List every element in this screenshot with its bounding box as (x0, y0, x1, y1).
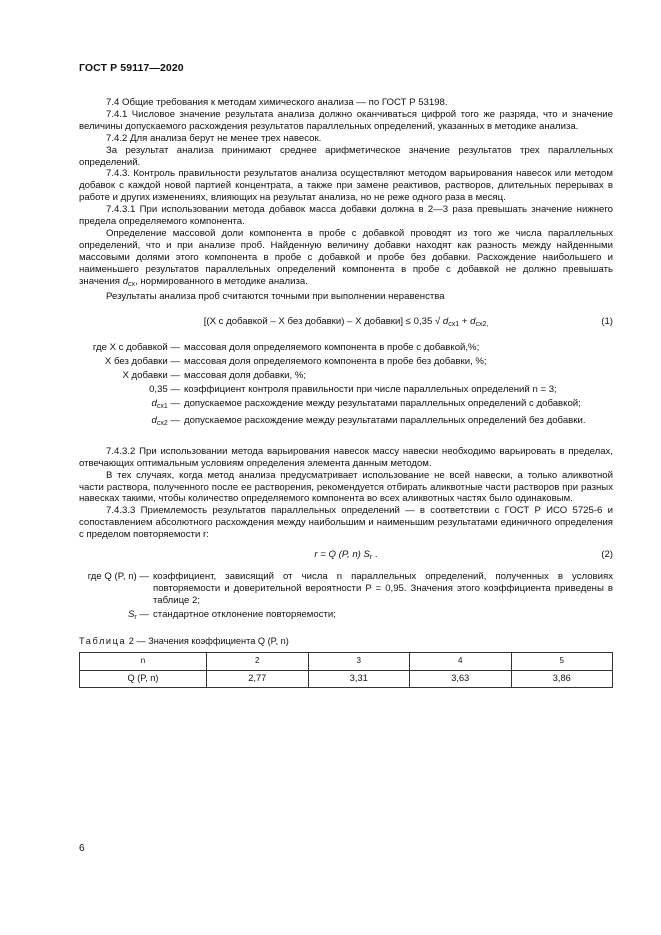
table-caption-rest: 2 — Значения коэффициента Q (P, n) (126, 635, 289, 646)
where-row (79, 415, 613, 432)
eq2-sub: r (369, 554, 373, 562)
paragraph-results: Результаты анализа проб считаются точными при выполнении неравенства (106, 290, 445, 302)
table-header-cell: 5 (511, 652, 613, 670)
addition-text-b: , нормированного в методике анализа. (135, 275, 308, 287)
where-term: 0,35 — (149, 384, 180, 396)
addition-text-a: Определение массовой доли компонента в пробе с добавкой проводят из того же числа параллельных определений, что и при анализе проб. Найденную величину добавки находят как разность между найденными массовыми долями этого компонента в пробе с добавкой и пробе без добавки. Расхождение наибольшего и наименьшего результатов параллельных определений компонента в пробе с добавкой не должно превышать значения (79, 227, 613, 287)
where-row (79, 571, 613, 609)
equation-2-formula (79, 549, 613, 564)
where-term: X добавки — (122, 370, 180, 382)
paragraph-aliquot: В тех случаях, когда метод анализа предусматривает использование не всей навески, а только аликвотной части раствора, полученного после ее растворения, рекомендуется отбирать аликвотные части растворов при разных навесках такими, чтобы количество определяемого компонента во всех аликвотных частях было одинаковым. (79, 469, 613, 505)
table-header-cell: n (80, 652, 207, 670)
document-body (79, 97, 613, 688)
where-row (79, 398, 613, 415)
term-sub: сх1 (156, 403, 168, 411)
paragraph-7-4-3-3: 7.4.3.3 Приемлемость результатов параллельных определений — в соответствии с ГОСТ Р ИСО 5725-6 и сопоставлением абсолютного расхождения между наибольшим и наименьшим результатами единичного определения с пределом повторяемости r: (79, 505, 613, 541)
table-row (80, 670, 613, 687)
paragraph-7-4-1: 7.4.1 Числовое значение результата анализа должно оканчиваться цифрой того же разряда, что и значение величины допускаемого расхождения результатов параллельных определений, указанных в методике анализа. (79, 108, 613, 132)
where-def: массовая доля добавки, %; (184, 370, 307, 382)
where-def: стандартное отклонение повторяемости; (153, 608, 336, 620)
equation-2 (79, 541, 613, 571)
where-def: допускаемое расхождение между результатами параллельных определений без добавки. (184, 414, 586, 426)
where-row (79, 356, 613, 370)
where-row (79, 609, 613, 626)
eq2-tail: . (372, 549, 378, 561)
where-def: коэффициент контроля правильности при числе параллельных определений n = 3; (184, 384, 557, 396)
table-header-row (80, 652, 613, 670)
term-dash: — (167, 398, 180, 410)
where-list-2 (79, 571, 613, 626)
paragraph-7-4-3: 7.4.3. Контроль правильности результатов анализа осуществляют методом варьирования навесок или методом добавок с каждой новой партией концентрата, а также при замене реактивов, растворов, длительных перерывах в работе и других изменениях, влияющих на результат анализа, но не реже одного раза в месяц. (79, 168, 613, 204)
eq1-plus: + (459, 316, 471, 328)
where-term: где Q (P, n) — (87, 571, 149, 583)
var-d: d (122, 275, 129, 287)
paragraph-addition-definition (79, 228, 613, 291)
where-def: массовая доля определяемого компонента в пробе без добавки, %; (184, 356, 487, 368)
eq2-text: r = Q (P, n) S (314, 549, 370, 561)
term-d: d (151, 414, 157, 426)
table-cell: 2,77 (207, 670, 309, 687)
eq1-s1: сх1 (448, 321, 460, 329)
where-def: допускаемое расхождение между результатами параллельных определений с добавкой; (184, 398, 581, 410)
eq1-d1: d (442, 316, 449, 328)
table-cell: 3,31 (308, 670, 410, 687)
equation-2-number: (2) (601, 549, 613, 561)
table-cell: 3,63 (410, 670, 512, 687)
term-d: d (151, 398, 157, 410)
paragraph-mean: За результат анализа принимают среднее арифметическое значение результатов трех параллельных определений. (79, 144, 613, 168)
equation-1-formula (79, 316, 613, 331)
paragraph-7-4-3-2: 7.4.3.2 При использовании метода варьирования навесок массу навески необходимо варьировать в пределах, отвечающих оптимальным условиям определения элемента данным методом. (79, 445, 613, 469)
table-cell: 3,86 (511, 670, 613, 687)
where-row (79, 370, 613, 384)
eq1-s2: сх2, (475, 321, 489, 329)
equation-1 (79, 302, 613, 342)
where-row (79, 384, 613, 398)
coefficient-table (79, 652, 613, 688)
table-header-cell: 3 (308, 652, 410, 670)
table-header-cell: 2 (207, 652, 309, 670)
where-row (79, 342, 613, 356)
term-dash: — (167, 414, 180, 426)
term-dash: — (136, 608, 149, 620)
where-term (79, 609, 149, 626)
where-list-1 (79, 342, 613, 431)
where-term: X без добавки — (104, 356, 180, 368)
table-cell: Q (P, n) (80, 670, 207, 687)
paragraph-7-4-2: 7.4.2 Для анализа берут не менее трех навесок. (106, 132, 322, 144)
where-term: где X с добавкой — (92, 342, 180, 354)
table-header-cell: 4 (410, 652, 512, 670)
document-header: ГОСТ Р 59117—2020 (79, 62, 184, 74)
eq1-d2: d (470, 316, 476, 328)
term-s: S (127, 608, 135, 620)
eq1-lhs: [(X с добавкой – X без добавки) – X добавки] ≤ 0,35 √ (203, 316, 441, 328)
term-sub: r (134, 613, 137, 621)
paragraph-7-4-3-1: 7.4.3.1 При использовании метода добавок масса добавки должна в 2—3 раза превышать значение нижнего предела определяемого компонента. (79, 204, 613, 228)
table-caption (79, 636, 613, 648)
table-caption-prefix: Таблица (79, 635, 127, 646)
term-sub: сх2 (156, 419, 168, 427)
equation-1-number: (1) (601, 316, 613, 328)
where-term (79, 415, 180, 432)
page-number: 6 (79, 843, 85, 854)
where-def: коэффициент, зависящий от числа n параллельных определений, полученных в условиях повторяемости и доверительной вероятности P = 0,95. Значения этого коэффициента приведены в таблице 2; (153, 571, 613, 606)
where-term (79, 398, 180, 415)
var-d-sub: сх (128, 280, 136, 288)
where-def: массовая доля определяемого компонента в пробе с добавкой,%; (184, 342, 480, 354)
paragraph-7-4: 7.4 Общие требования к методам химического анализа — по ГОСТ Р 53198. (106, 97, 448, 108)
